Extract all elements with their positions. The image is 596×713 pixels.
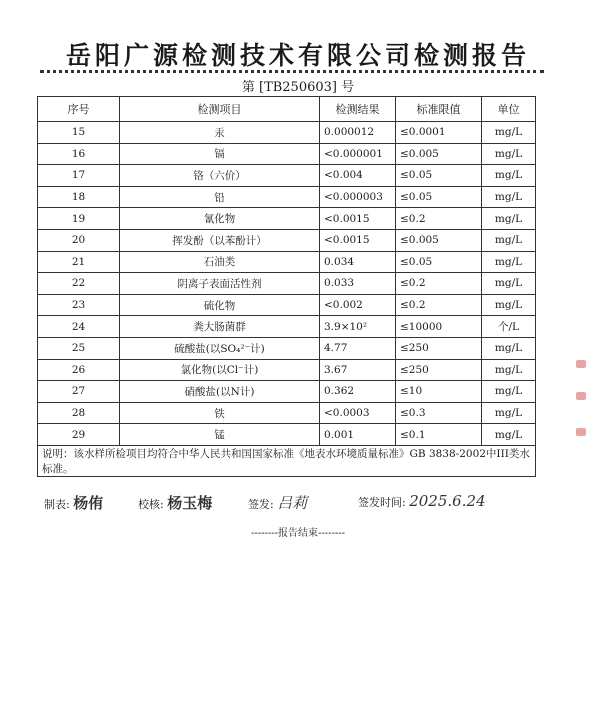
cell-no: 17 xyxy=(38,165,120,187)
cell-no: 24 xyxy=(38,316,120,338)
issue-date xyxy=(358,492,486,510)
cell-result: 3.9×10² xyxy=(320,316,396,338)
table-row xyxy=(38,381,536,403)
cell-unit: mg/L xyxy=(482,229,536,251)
date-label: 签发时间: xyxy=(358,496,406,509)
table-row xyxy=(38,165,536,187)
report-number: 第 [TB250603] 号 xyxy=(241,80,355,95)
cell-unit: mg/L xyxy=(482,143,536,165)
cell-unit: mg/L xyxy=(482,122,536,144)
cell-unit: mg/L xyxy=(482,251,536,273)
cell-limit: ≤0.2 xyxy=(396,208,482,230)
report-title: 岳阳广源检测技术有限公司检测报告 xyxy=(65,41,530,70)
cell-result: <0.000003 xyxy=(320,186,396,208)
checked-label: 校核: xyxy=(138,498,164,511)
issued-by xyxy=(248,492,307,513)
cell-item: 氰化物 xyxy=(120,208,320,230)
cell-result: 3.67 xyxy=(320,359,396,381)
cell-result: <0.0015 xyxy=(320,229,396,251)
cell-item: 镉 xyxy=(120,143,320,165)
cell-unit: mg/L xyxy=(482,424,536,446)
cell-result: 0.001 xyxy=(320,424,396,446)
cell-item: 石油类 xyxy=(120,251,320,273)
issued-label: 签发: xyxy=(248,498,274,511)
cell-result: <0.0003 xyxy=(320,402,396,424)
table-row xyxy=(38,294,536,316)
cell-result: 0.034 xyxy=(320,251,396,273)
prepared-by xyxy=(44,492,103,513)
cell-item: 铬（六价） xyxy=(120,165,320,187)
cell-unit: mg/L xyxy=(482,402,536,424)
cell-unit: 个/L xyxy=(482,316,536,338)
table-header-row xyxy=(38,97,536,122)
cell-no: 25 xyxy=(38,337,120,359)
table-row xyxy=(38,186,536,208)
cell-unit: mg/L xyxy=(482,381,536,403)
title-divider xyxy=(40,70,544,73)
cell-limit: ≤10 xyxy=(396,381,482,403)
cell-limit: ≤0.05 xyxy=(396,186,482,208)
cell-result: 0.362 xyxy=(320,381,396,403)
cell-limit: ≤0.0001 xyxy=(396,122,482,144)
cell-item: 锰 xyxy=(120,424,320,446)
cell-unit: mg/L xyxy=(482,165,536,187)
seal-fragment xyxy=(576,428,586,436)
cell-no: 23 xyxy=(38,294,120,316)
cell-result: 4.77 xyxy=(320,337,396,359)
cell-item: 粪大肠菌群 xyxy=(120,316,320,338)
cell-unit: mg/L xyxy=(482,208,536,230)
prepared-label: 制表: xyxy=(44,498,70,511)
cell-unit: mg/L xyxy=(482,359,536,381)
cell-item: 铅 xyxy=(120,186,320,208)
cell-result: <0.0015 xyxy=(320,208,396,230)
cell-limit: ≤0.05 xyxy=(396,251,482,273)
col-header-limit: 标准限值 xyxy=(396,97,482,122)
cell-item: 硝酸盐(以N计) xyxy=(120,381,320,403)
note-row xyxy=(38,445,536,476)
cell-limit: ≤250 xyxy=(396,337,482,359)
seal-fragment xyxy=(576,392,586,400)
cell-item: 硫化物 xyxy=(120,294,320,316)
checked-by xyxy=(138,492,212,513)
cell-limit: ≤0.005 xyxy=(396,143,482,165)
cell-no: 18 xyxy=(38,186,120,208)
cell-result: <0.004 xyxy=(320,165,396,187)
table-row xyxy=(38,273,536,295)
cell-result: <0.000001 xyxy=(320,143,396,165)
cell-no: 29 xyxy=(38,424,120,446)
cell-result: <0.002 xyxy=(320,294,396,316)
cell-no: 15 xyxy=(38,122,120,144)
col-header-unit: 单位 xyxy=(482,97,536,122)
col-header-no: 序号 xyxy=(38,97,120,122)
cell-limit: ≤0.1 xyxy=(396,424,482,446)
table-row xyxy=(38,316,536,338)
checked-signature: 杨玉梅 xyxy=(167,494,213,512)
table-row xyxy=(38,122,536,144)
cell-limit: ≤250 xyxy=(396,359,482,381)
cell-limit: ≤0.3 xyxy=(396,402,482,424)
compliance-note: 说明：该水样所检项目均符合中华人民共和国国家标准《地表水环境质量标准》GB 3838-2002中III类水标准。 xyxy=(38,445,536,476)
cell-item: 汞 xyxy=(120,122,320,144)
table-row xyxy=(38,424,536,446)
cell-limit: ≤0.005 xyxy=(396,229,482,251)
cell-no: 21 xyxy=(38,251,120,273)
cell-result: 0.033 xyxy=(320,273,396,295)
cell-unit: mg/L xyxy=(482,186,536,208)
cell-limit: ≤10000 xyxy=(396,316,482,338)
seal-fragment xyxy=(576,360,586,368)
cell-unit: mg/L xyxy=(482,294,536,316)
cell-item: 硫酸盐(以SO₄²⁻计) xyxy=(120,337,320,359)
table-row xyxy=(38,337,536,359)
issued-signature: 吕莉 xyxy=(277,494,308,512)
table-row xyxy=(38,251,536,273)
report-end-marker: --------报告结束-------- xyxy=(250,528,346,539)
cell-unit: mg/L xyxy=(482,273,536,295)
cell-no: 19 xyxy=(38,208,120,230)
date-value: 2025.6.24 xyxy=(409,492,486,510)
cell-limit: ≤0.2 xyxy=(396,294,482,316)
cell-item: 阴离子表面活性剂 xyxy=(120,273,320,295)
cell-no: 27 xyxy=(38,381,120,403)
cell-no: 22 xyxy=(38,273,120,295)
cell-item: 铁 xyxy=(120,402,320,424)
table-row xyxy=(38,402,536,424)
table-row xyxy=(38,229,536,251)
cell-no: 28 xyxy=(38,402,120,424)
prepared-signature: 杨侑 xyxy=(73,494,104,512)
table-row xyxy=(38,143,536,165)
cell-item: 氯化物(以Cl⁻计) xyxy=(120,359,320,381)
table-row xyxy=(38,208,536,230)
cell-no: 16 xyxy=(38,143,120,165)
cell-no: 20 xyxy=(38,229,120,251)
results-table xyxy=(37,96,536,477)
cell-unit: mg/L xyxy=(482,337,536,359)
cell-limit: ≤0.2 xyxy=(396,273,482,295)
table-row xyxy=(38,359,536,381)
cell-result: 0.000012 xyxy=(320,122,396,144)
col-header-result: 检测结果 xyxy=(320,97,396,122)
cell-limit: ≤0.05 xyxy=(396,165,482,187)
cell-item: 挥发酚（以苯酚计） xyxy=(120,229,320,251)
cell-no: 26 xyxy=(38,359,120,381)
col-header-item: 检测项目 xyxy=(120,97,320,122)
